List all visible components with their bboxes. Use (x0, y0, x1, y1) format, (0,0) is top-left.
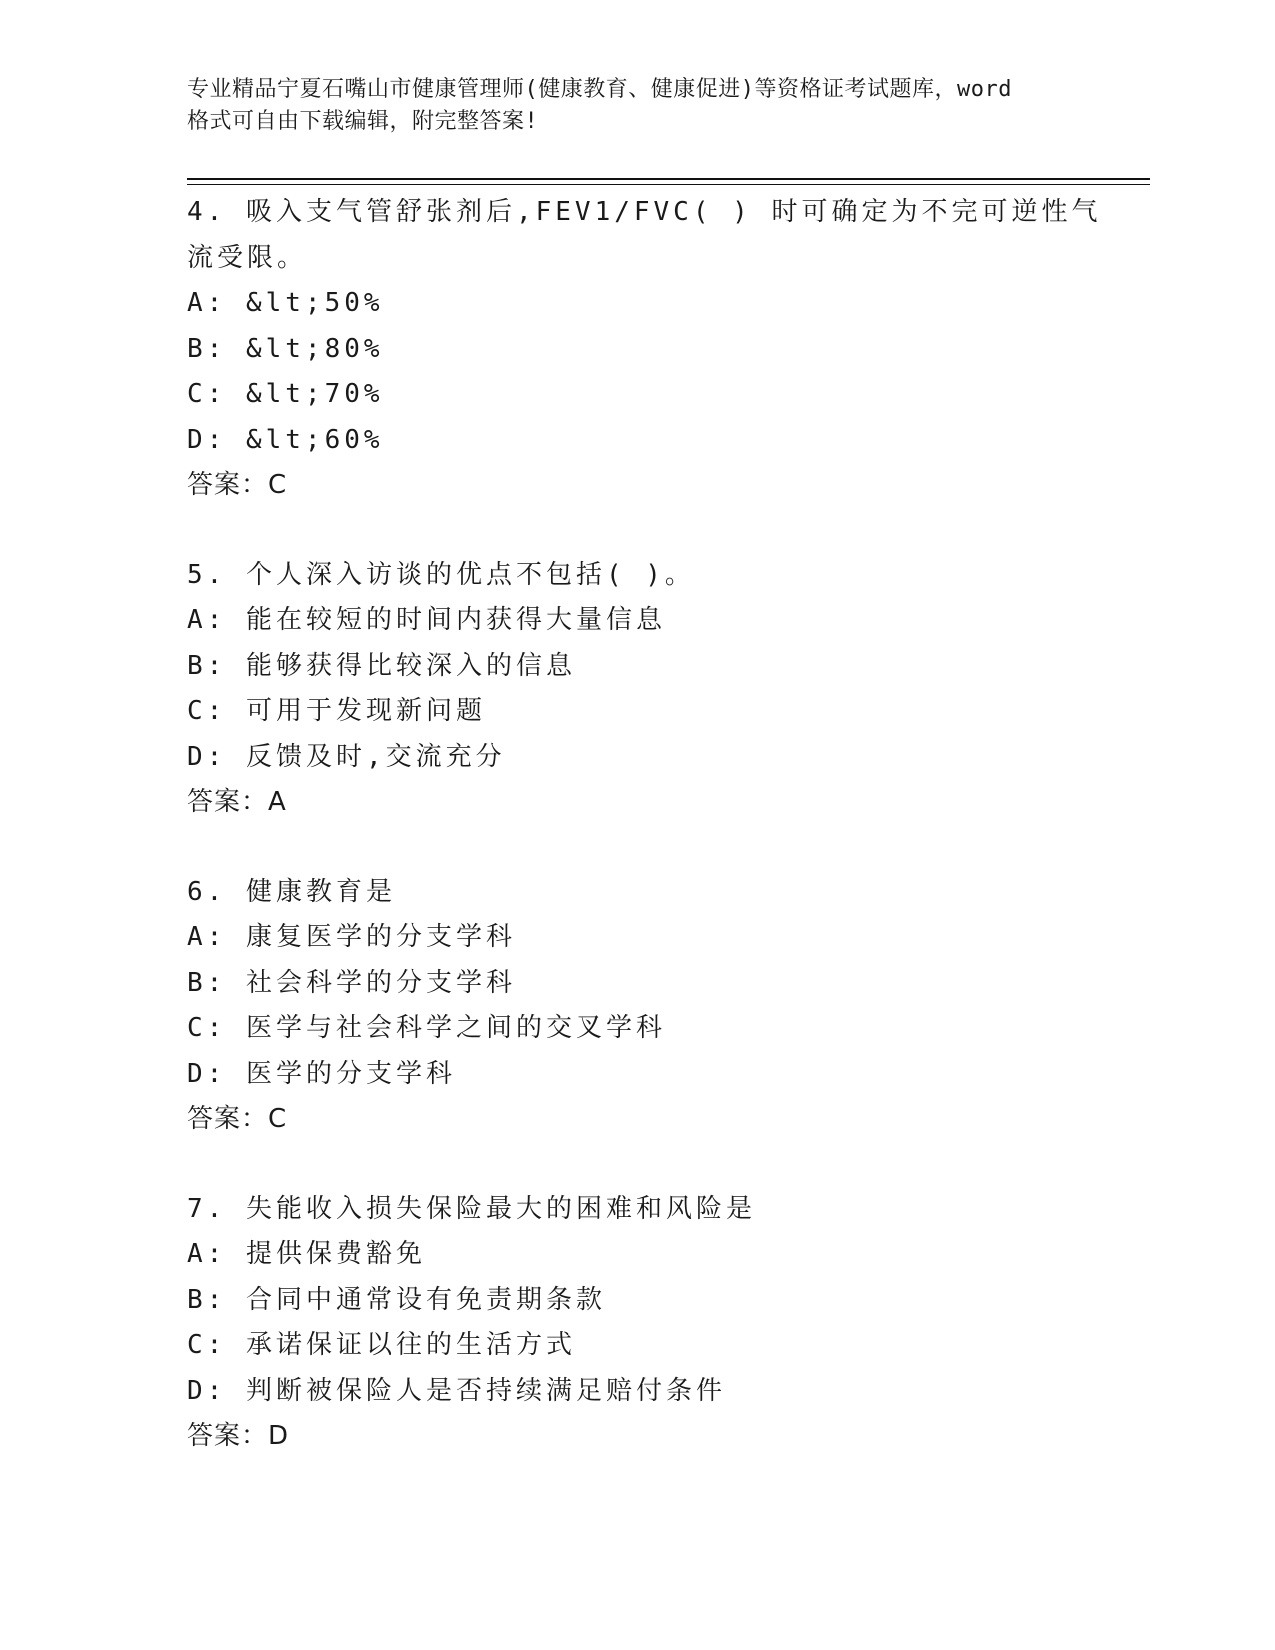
option-a: A: &lt;50% (187, 288, 384, 318)
answer-label: 答案：A (187, 787, 287, 817)
option-b: B: 合同中通常设有免责期条款 (187, 1284, 606, 1315)
header-divider-thick (187, 178, 1150, 180)
option-d: D: &lt;60% (187, 424, 384, 455)
question-stem: 4. 吸入支气管舒张剂后,FEV1/FVC( ) 时可确定为不完可逆性气 (187, 197, 1102, 227)
option-c: C: &lt;70% (187, 379, 384, 409)
option-a: A: 提供保费豁免 (187, 1239, 426, 1269)
header-line-2: 格式可自由下载编辑，附完整答案! (187, 109, 539, 134)
option-a: A: 康复医学的分支学科 (187, 922, 516, 952)
header-divider-thin (187, 184, 1150, 185)
question-item (187, 553, 1087, 826)
option-a: A: 能在较短的时间内获得大量信息 (187, 605, 666, 635)
question-stem: 7. 失能收入损失保险最大的困难和风险是 (187, 1193, 756, 1224)
question-item (187, 190, 1102, 509)
answer-label: 答案：C (187, 1104, 288, 1134)
header-line-1: 专业精品宁夏石嘴山市健康管理师(健康教育、健康促进)等资格证考试题库，word (187, 77, 1012, 102)
document-header (187, 74, 1087, 138)
question-stem: 5. 个人深入访谈的优点不包括( )。 (187, 559, 695, 590)
option-b: B: 能够获得比较深入的信息 (187, 650, 576, 681)
option-d: D: 判断被保险人是否持续满足赔付条件 (187, 1375, 726, 1406)
option-c: C: 承诺保证以往的生活方式 (187, 1330, 576, 1360)
option-c: C: 医学与社会科学之间的交叉学科 (187, 1013, 666, 1043)
option-c: C: 可用于发现新问题 (187, 696, 486, 726)
option-b: B: &lt;80% (187, 333, 384, 364)
answer-label: 答案：D (187, 1421, 290, 1451)
option-b: B: 社会科学的分支学科 (187, 967, 516, 998)
question-list (187, 190, 1102, 1504)
option-d: D: 医学的分支学科 (187, 1058, 456, 1089)
question-item (187, 870, 1087, 1143)
question-stem-continued: 流受限。 (187, 242, 308, 273)
answer-label: 答案：C (187, 470, 288, 500)
question-stem: 6. 健康教育是 (187, 876, 396, 907)
option-d: D: 反馈及时,交流充分 (187, 741, 506, 772)
question-item (187, 1187, 1087, 1460)
